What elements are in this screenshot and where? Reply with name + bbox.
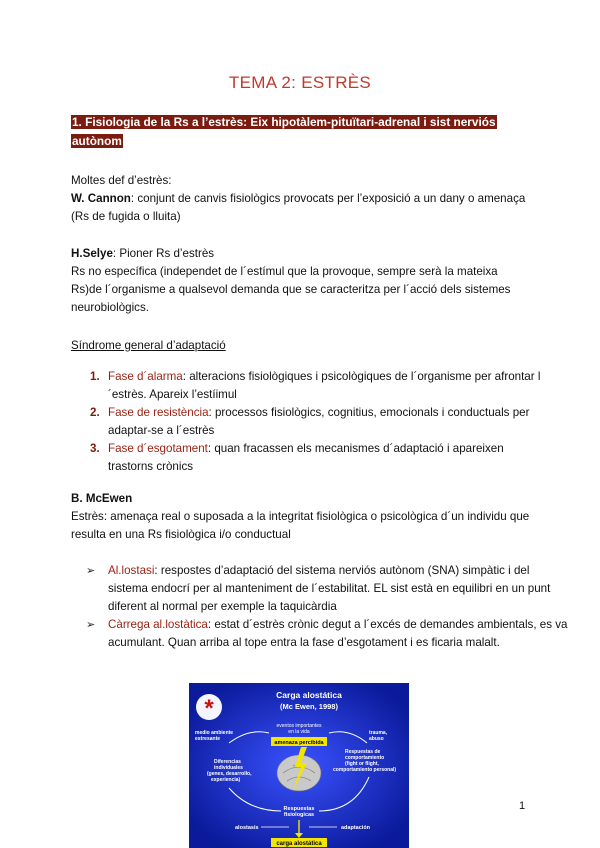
- diagram-behavior-label-1: Respuestas de: [345, 749, 381, 755]
- bullet-text: : estat d´estrès crònic degut a l´excés de demandes ambientals, es va acumulant. Quan arriba al tope entra la fase d’esgotament i es ficaria malalt.: [108, 618, 568, 649]
- phases-list: [71, 368, 548, 476]
- diagram-diff-label-1: Diferencias: [214, 759, 241, 765]
- selye-text: : Pioner Rs d’estrès: [112, 247, 215, 260]
- diagram-threat-label: amenaza percibida: [274, 740, 324, 746]
- diagram-diff-label-4: experiencia): [211, 777, 241, 783]
- diagram-physio-label-1: Respuestas: [283, 806, 315, 812]
- diagram-diff-label-2: individuales: [214, 765, 243, 771]
- diagram-behavior-label-4: comportamiento personal): [333, 767, 397, 773]
- diagram-title: Carga alostática: [276, 690, 342, 700]
- cannon-text: : conjunt de canvis fisiològics provocats per l’exposició a un dany o amenaça (Rs de fugida o lluita): [71, 192, 526, 223]
- bullet-label: Al.lostasi: [108, 564, 155, 577]
- arrow-bullet-icon: ➢: [86, 565, 96, 577]
- phase-text: : processos fisiològics, cognitius, emocionals i conductuals per adaptar-se a l´estrès: [108, 406, 530, 437]
- page-title: TEMA 2: ESTRÈS: [228, 73, 372, 92]
- diagram-allostasis-label: alostasis: [235, 825, 259, 831]
- list-item: [90, 404, 548, 440]
- phase-text: : quan fracassen els mecanismes d´adaptació i apareixen trastorns crònics: [108, 442, 504, 473]
- diagram-env-label-2: estresante: [195, 736, 221, 742]
- star-icon: *: [204, 695, 214, 722]
- diagram-trauma-label: trauma,: [369, 730, 388, 736]
- phase-number: 2.: [90, 406, 100, 419]
- arrow-bullet-icon: ➢: [86, 619, 96, 631]
- selye-heading: [71, 245, 531, 263]
- intro-text: Moltes def d’estrès:: [71, 174, 172, 187]
- bullet-text: : respostes d’adaptació del sistema nerviós autònom (SNA) simpàtic i del sistema endocrí per al manteniment de l´estabilitat. EL sist està en equilibri en un punt diferent al normal per exemple la taquicàrdia: [108, 564, 551, 613]
- phase-label: Fase de resistència: [108, 406, 209, 419]
- page-number: 1: [519, 800, 526, 812]
- diagram-diff-label-3: (genes, desarrollo,: [207, 771, 252, 777]
- mcewen-definition: Estrès: amenaça real o suposada a la integritat fisiològica o psicològica d´un individu que resulta en una Rs fisiològica i/o conductual: [71, 510, 530, 541]
- phase-text: : alteracions fisiològiques i psicològiques de l´organisme per afrontar l´estrès. Apareix l’estíimul: [108, 370, 541, 401]
- diagram-physio-label-2: fisiologicas: [283, 812, 315, 818]
- phase-label: Fase d´alarma: [108, 370, 183, 383]
- diagram-load-label: carga alostática: [276, 841, 322, 847]
- diagram-trauma-label-2: abuso: [369, 736, 384, 742]
- selye-definition: Rs no específica (independet de l´estímul que la provoque, sempre serà la mateixa Rs)de l´organisme a qualsevol demanda que se caracteritza per l´acció dels sistemes neurobiològics.: [71, 265, 511, 314]
- phase-number: 3.: [90, 442, 100, 455]
- selye-name: H.Selye: [71, 247, 113, 260]
- phase-label: Fase d´esgotament: [108, 442, 208, 455]
- diagram-behavior-label-3: (fight or flight,: [345, 761, 379, 767]
- mcewen-heading: [71, 490, 531, 508]
- diagram-events-label-2: en la vida: [288, 729, 310, 735]
- diagram-adaptation-label: adaptación: [341, 825, 371, 831]
- list-item: [86, 562, 568, 616]
- list-item: [90, 440, 548, 476]
- syndrome-heading: Síndrome general d’adaptació: [71, 339, 226, 352]
- phase-number: 1.: [90, 370, 100, 383]
- list-item: [90, 368, 548, 404]
- diagram-behavior-label-2: comportamiento: [345, 755, 385, 761]
- allostasis-list: [71, 562, 568, 652]
- list-item: [86, 616, 568, 652]
- section-heading: 1. Fisiologia de la Rs a l’estrès: Eix hipotàlem-pituïtari-adrenal i sist nerviós autònom: [72, 115, 496, 148]
- cannon-name: W. Cannon: [71, 192, 131, 205]
- diagram-events-label: eventos importantes: [276, 723, 322, 729]
- diagram-env-label: medio ambiente: [195, 730, 234, 736]
- mcewen-name: B. McEwen: [71, 492, 133, 505]
- allostatic-load-diagram: [189, 683, 409, 848]
- diagram-subtitle: (Mc Ewen, 1998): [280, 702, 338, 711]
- cannon-definition: [71, 190, 531, 226]
- bullet-label: Càrrega al.lostàtica: [108, 618, 208, 631]
